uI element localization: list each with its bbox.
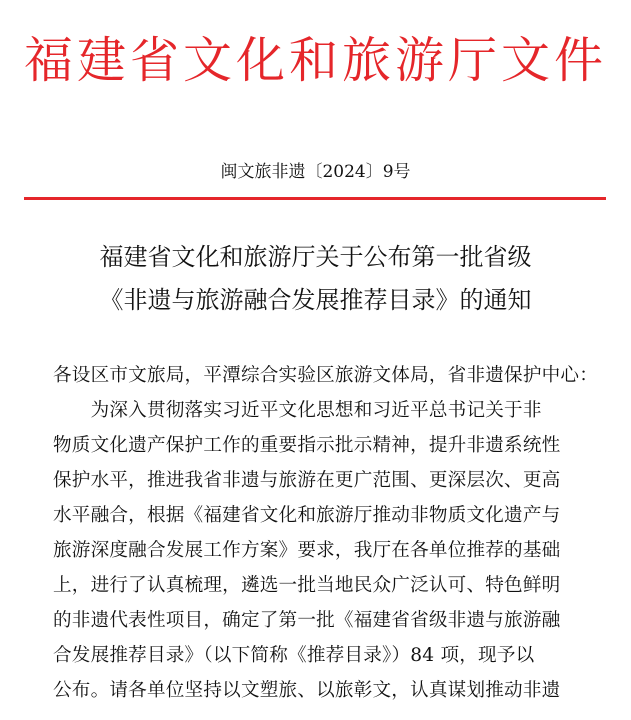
body-line: 为深入贯彻落实习近平文化思想和习近平总书记关于非 [53,400,542,421]
title-line-2: 《非遗与旅游融合发展推荐目录》的通知 [99,286,532,314]
red-divider [24,197,606,200]
body-line: 保护水平，推进我省非遗与旅游在更广范围、更深层次、更高 [53,470,561,491]
title-line-1: 福建省文化和旅游厅关于公布第一批省级 [99,243,532,271]
body-line: 物质文化遗产保护工作的重要指示批示精神，提升非遗系统性 [53,435,561,456]
body-line: 上，进行了认真梳理，遴选一批当地民众广泛认可、特色鲜明 [53,575,561,596]
body-line: 公布。请各单位坚持以文塑旅、以旅彰文，认真谋划推动非遗 [53,680,561,701]
salutation: 各设区市文旅局，平潭综合实验区旅游文体局，省非遗保护中心： [53,365,599,386]
body-line: 旅游深度融合发展工作方案》要求，我厅在各单位推荐的基础 [53,540,561,561]
body-line: 水平融合，根据《福建省文化和旅游厅推动非物质文化遗产与 [53,505,561,526]
body-line: 合发展推荐目录》（以下简称《推荐目录》）84 项，现予以 [53,645,535,666]
issuer-header: 福建省文化和旅游厅文件 [23,32,607,89]
body-line: 的非遗代表性项目，确定了第一批《福建省省级非遗与旅游融 [53,610,561,631]
document-number: 闽文旅非遗〔2024〕9号 [220,162,411,182]
